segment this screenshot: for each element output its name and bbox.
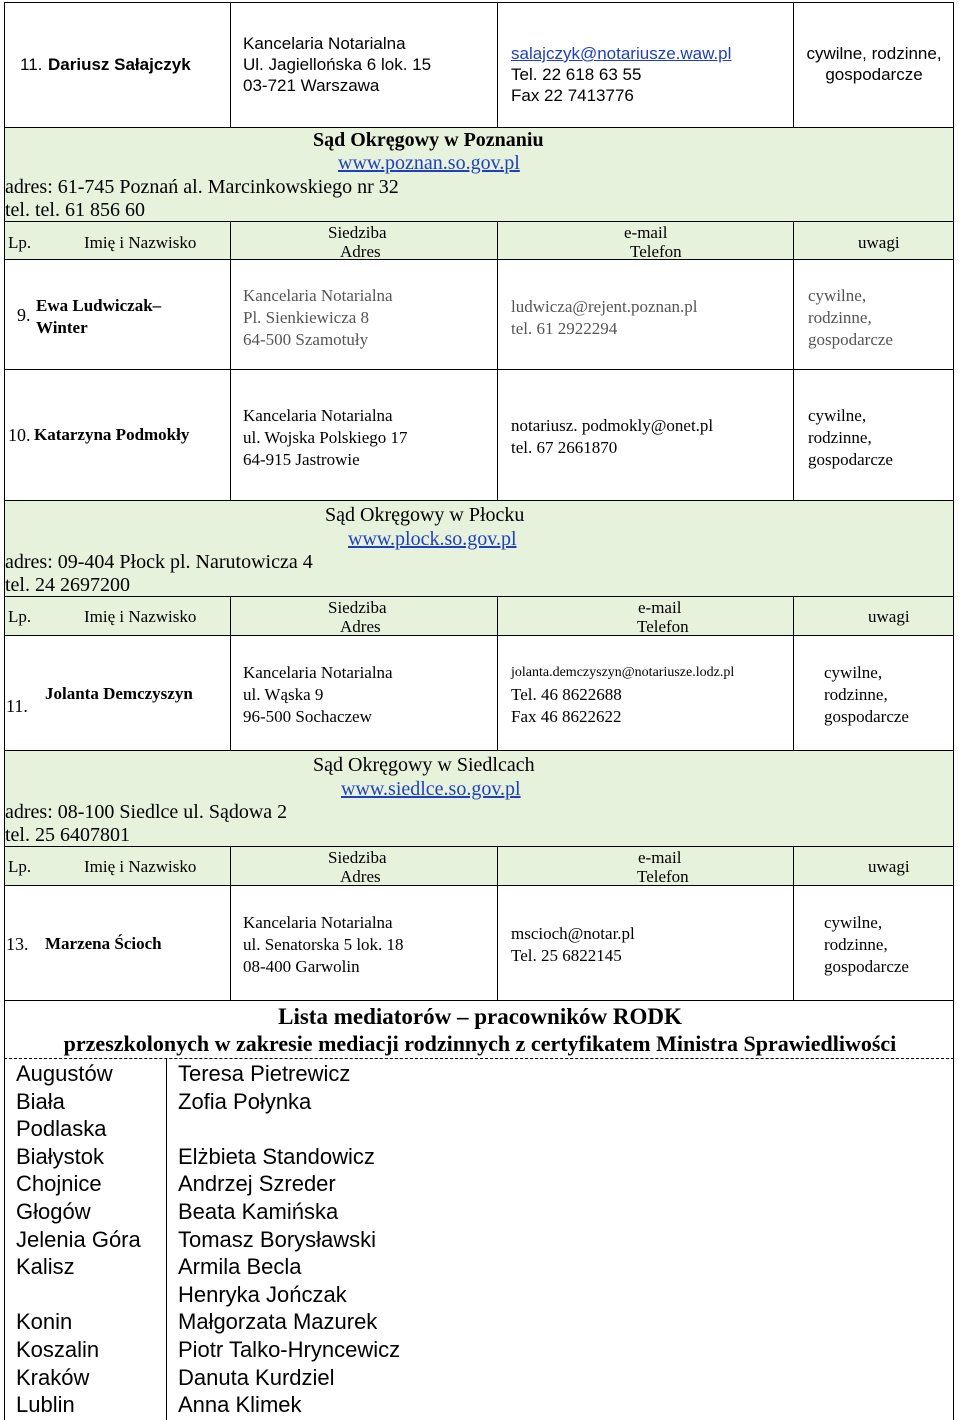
entry-number: 11. xyxy=(20,55,43,74)
court-title: Sąd Okręgowy w Siedlcach xyxy=(313,754,535,776)
header-remarks: uwagi xyxy=(868,857,910,876)
court-title: Sąd Okręgowy w Poznaniu xyxy=(313,129,544,151)
entry-address: Kancelaria Notarialna Ul. Jagiellońska 6 lok. 15 03-721 Warszawa xyxy=(243,34,432,95)
entry-contact: mscioch@notar.pl Tel. 25 6822145 xyxy=(511,924,635,965)
mediator-cities xyxy=(16,1060,141,1419)
header-lp: Lp. xyxy=(8,857,32,876)
mediator-name-cell: Beata Kamińska xyxy=(178,1198,339,1224)
entry-address: Kancelaria Notarialna ul. Wąska 9 96-500 Sochaczew xyxy=(243,663,393,726)
city-cell: Biała xyxy=(16,1088,65,1114)
header-email: e-mail xyxy=(624,223,668,242)
entry-address: Kancelaria Notarialna Pl. Sienkiewicza 8 64-500 Szamotuły xyxy=(243,286,393,349)
header-remarks: uwagi xyxy=(858,233,900,252)
mediator-names xyxy=(178,1060,400,1419)
city-cell: Augustów xyxy=(16,1061,113,1086)
city-cell: Kalisz xyxy=(16,1254,75,1280)
entry-remarks: cywilne, rodzinne, gospodarcze xyxy=(824,913,909,976)
court-address: adres: 09-404 Płock pl. Narutowicza 4 xyxy=(5,551,313,573)
mediator-name-cell: Andrzej Szreder xyxy=(178,1171,336,1197)
mediator-name-cell xyxy=(178,1115,400,1143)
entry-contact: salajczyk@notariusze.waw.pl Tel. 22 618 63 55 Fax 22 7413776 xyxy=(511,44,732,105)
entry-name: Dariusz Sałajczyk xyxy=(48,55,191,74)
header-name: Imię i Nazwisko xyxy=(84,233,197,252)
entry-number: 10. xyxy=(8,425,31,445)
mediator-name-cell: Armila Becla xyxy=(178,1254,302,1280)
mediators-subtitle: przeszkolonych w zakresie mediacji rodzinnych z certyfikatem Ministra Sprawiedliwości xyxy=(63,1031,897,1056)
court-title: Sąd Okręgowy w Płocku xyxy=(325,504,525,526)
city-cell: Konin xyxy=(16,1309,73,1335)
header-name: Imię i Nazwisko xyxy=(84,857,197,876)
court-url-link[interactable]: www.plock.so.gov.pl xyxy=(348,528,517,550)
city-cell: Głogów xyxy=(16,1198,91,1224)
header-email: e-mail xyxy=(638,598,682,617)
header-phone: Telefon xyxy=(637,867,689,886)
header-phone: Telefon xyxy=(630,242,682,261)
city-cell: Jelenia Góra xyxy=(16,1226,141,1252)
mediator-name-cell: Teresa Pietrewicz xyxy=(178,1061,351,1086)
header-address: Adres xyxy=(340,867,381,886)
mediator-name-cell: Zofia Połynka xyxy=(178,1088,312,1114)
court-address: adres: 61-745 Poznań al. Marcinkowskiego nr 32 xyxy=(5,176,399,198)
mediator-name-cell: Piotr Talko-Hryncewicz xyxy=(178,1336,401,1362)
header-address: Adres xyxy=(340,242,381,261)
mediator-name-cell: Elżbieta Standowicz xyxy=(178,1143,375,1169)
entry-name: Ewa Ludwiczak– Winter xyxy=(36,296,162,337)
entry-name: Katarzyna Podmokły xyxy=(34,425,190,444)
city-cell: Koszalin xyxy=(16,1336,100,1362)
header-seat: Siedziba xyxy=(328,848,387,867)
entry-address: Kancelaria Notarialna ul. Senatorska 5 lok. 18 08-400 Garwolin xyxy=(243,913,404,976)
court-url-link[interactable]: www.siedlce.so.gov.pl xyxy=(341,778,521,800)
mediator-name-cell: Anna Klimek xyxy=(178,1392,302,1418)
header-name: Imię i Nazwisko xyxy=(84,607,197,626)
header-remarks: uwagi xyxy=(868,607,910,626)
email-link[interactable]: salajczyk@notariusze.waw.pl xyxy=(511,44,732,63)
mediator-name-cell: Tomasz Borysławski xyxy=(178,1226,377,1252)
entry-address: Kancelaria Notarialna ul. Wojska Polskiego 17 64-915 Jastrowie xyxy=(243,406,408,469)
court-phone: tel. 24 2697200 xyxy=(5,574,130,596)
entry-number: 11. xyxy=(6,696,28,716)
city-cell: Lublin xyxy=(16,1392,75,1418)
header-lp: Lp. xyxy=(8,233,32,252)
court-url-link[interactable]: www.poznan.so.gov.pl xyxy=(338,152,520,174)
header-address: Adres xyxy=(340,617,381,636)
court-phone: tel. tel. 61 856 60 xyxy=(5,199,145,221)
header-phone: Telefon xyxy=(637,617,689,636)
city-cell: Podlaska xyxy=(16,1116,107,1142)
mediators-title: Lista mediatorów – pracowników RODK xyxy=(278,1004,682,1029)
entry-name: Marzena Ścioch xyxy=(45,934,162,953)
entry-contact: ludwicza@rejent.poznan.pl tel. 61 2922294 xyxy=(511,297,698,338)
mediator-name-cell: Henryka Jończak xyxy=(178,1281,347,1307)
entry-name: Jolanta Demczyszyn xyxy=(45,684,193,703)
court-address: adres: 08-100 Siedlce ul. Sądowa 2 xyxy=(5,801,288,823)
city-cell xyxy=(16,1281,141,1309)
entry-contact: notariusz. podmokly@onet.pl tel. 67 2661870 xyxy=(511,416,714,457)
header-lp: Lp. xyxy=(8,607,32,626)
header-seat: Siedziba xyxy=(328,223,387,242)
city-cell: Chojnice xyxy=(16,1171,102,1197)
entry-remarks: cywilne, rodzinne, gospodarcze xyxy=(808,406,893,469)
mediator-name-cell: Danuta Kurdziel xyxy=(178,1364,335,1390)
entry-number: 9. xyxy=(17,305,31,325)
header-seat: Siedziba xyxy=(328,598,387,617)
city-cell: Kraków xyxy=(16,1364,90,1390)
entry-contact: jolanta.demczyszyn@notariusze.lodz.pl Tel. 46 8622688 Fax 46 8622622 xyxy=(511,665,735,726)
entry-remarks: cywilne, rodzinne, gospodarcze xyxy=(808,286,893,349)
entry-number: 13. xyxy=(6,934,29,954)
header-email: e-mail xyxy=(638,848,682,867)
court-phone: tel. 25 6407801 xyxy=(5,824,130,846)
city-cell: Białystok xyxy=(16,1143,105,1169)
entry-remarks: cywilne, rodzinne, gospodarcze xyxy=(824,663,909,726)
entry-remarks: cywilne, rodzinne, gospodarcze xyxy=(806,44,942,84)
mediator-name-cell: Małgorzata Mazurek xyxy=(178,1309,378,1335)
